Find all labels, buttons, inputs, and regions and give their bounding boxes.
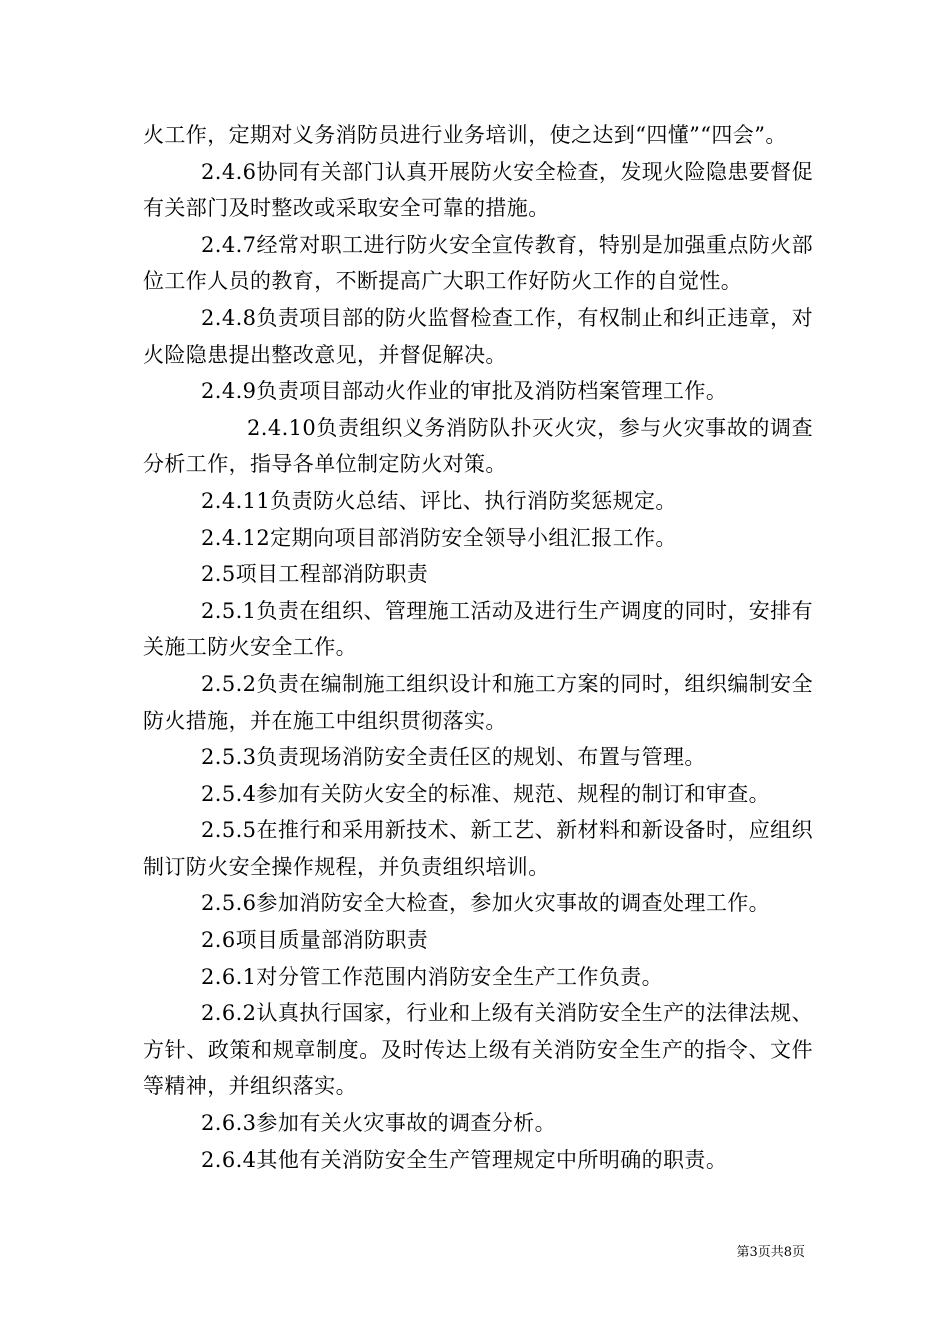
paragraph-2-5-3: 2.5.3负责现场消防安全责任区的规划、布置与管理。 [201,745,706,770]
paragraph-2-5-4: 2.5.4参加有关防火安全的标准、规范、规程的制订和审查。 [201,781,771,806]
heading-2-5: 2.5项目工程部消防职责 [201,562,429,587]
paragraph-2-6-4: 2.6.4其他有关消防安全生产管理规定中所明确的职责。 [201,1147,728,1172]
paragraph-2-5-1: 2.5.1负责在组织、管理施工活动及进行生产调度的同时，安排有关施工防火安全工作。 [143,598,813,660]
paragraph-2-6-1: 2.6.1对分管工作范围内消防安全生产工作负责。 [201,964,664,989]
paragraph-2-6-2: 2.6.2认真执行国家，行业和上级有关消防安全生产的法律法规、方针、政策和规章制度。及时传达上级有关消防安全生产的指令、文件等精神，并组织落实。 [143,1001,813,1099]
paragraph-2-4-6: 2.4.6协同有关部门认真开展防火安全检查，发现火险隐患要督促有关部门及时整改或采取安全可靠的措施。 [143,159,813,221]
paragraph-2-5-6: 2.5.6参加消防安全大检查，参加火灾事故的调查处理工作。 [201,891,771,916]
heading-2-6: 2.6项目质量部消防职责 [201,928,429,953]
paragraph-2-4-7: 2.4.7经常对职工进行防火安全宣传教育，特别是加强重点防火部位工作人员的教育，不断提高广大职工作好防火工作的自觉性。 [143,232,813,294]
paragraph-continuation: 火工作，定期对义务消防员进行业务培训，使之达到“四懂”“四会”。 [143,123,787,147]
paragraph-2-4-11: 2.4.11负责防火总结、评比、执行消防奖惩规定。 [201,488,677,513]
paragraph-2-6-3: 2.6.3参加有关火灾事故的调查分析。 [201,1111,557,1136]
paragraph-2-4-9: 2.4.9负责项目部动火作业的审批及消防档案管理工作。 [201,379,728,404]
paragraph-2-5-2: 2.5.2负责在编制施工组织设计和施工方案的同时，组织编制安全防火措施，并在施工中组织贯彻落实。 [143,671,813,733]
paragraph-2-4-12: 2.4.12定期向项目部消防安全领导小组汇报工作。 [201,525,677,550]
paragraph-2-4-10: 2.4.10负责组织义务消防队扑灭火灾，参与火灾事故的调查分析工作，指导各单位制定防火对策。 [143,415,813,477]
paragraph-2-4-8: 2.4.8负责项目部的防火监督检查工作，有权制止和纠正违章，对火险隐患提出整改意见，并督促解决。 [143,305,813,367]
paragraph-2-5-5: 2.5.5在推行和采用新技术、新工艺、新材料和新设备时，应组织制订防火安全操作规程，并负责组织培训。 [143,818,813,879]
page-number-footer: 第3页共8页 [736,1245,805,1260]
document-body [143,117,813,1178]
